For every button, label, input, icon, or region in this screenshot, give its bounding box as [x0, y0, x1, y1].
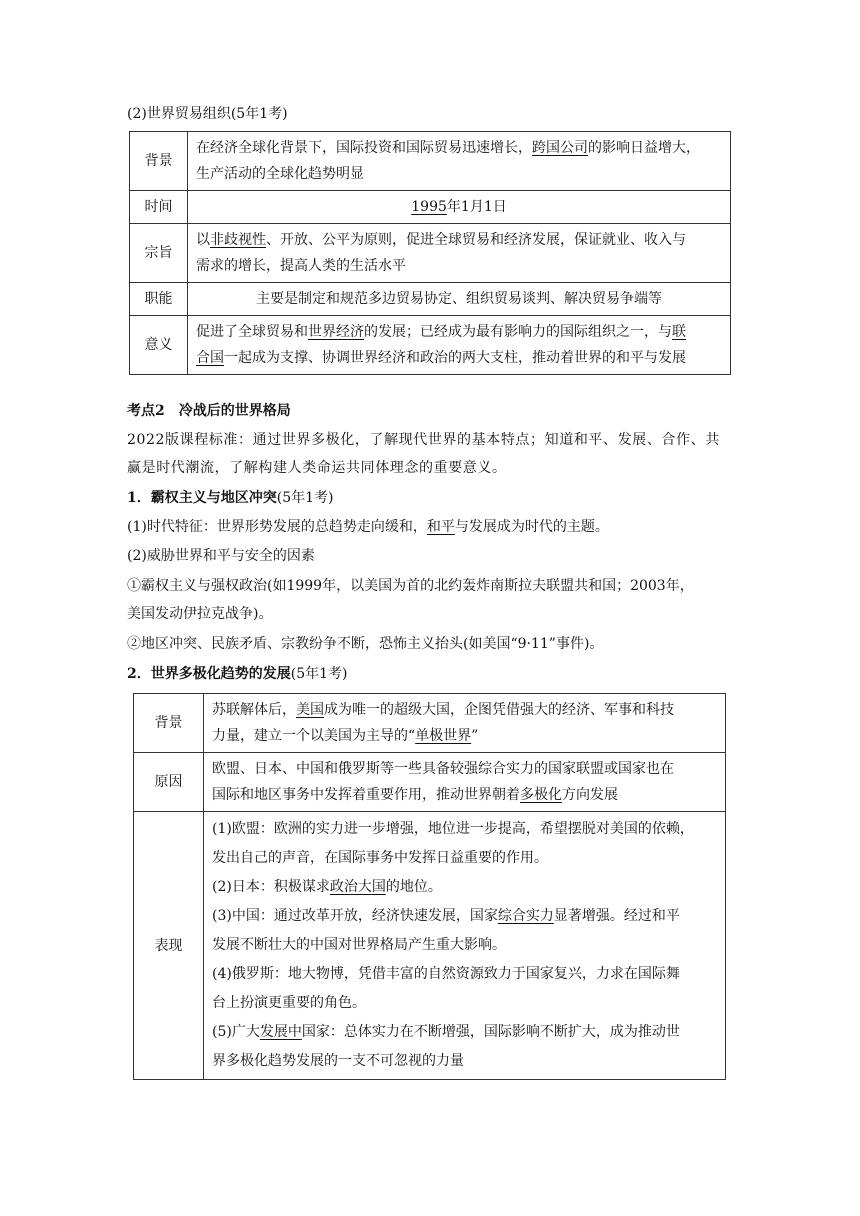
underlined-term: 1995 — [411, 199, 447, 215]
text: 的地位。 — [385, 879, 442, 895]
text: 以 — [196, 232, 210, 248]
multi-row-background — [134, 694, 726, 753]
wto-row-function — [130, 283, 731, 316]
text: 发出自己的声音，在国际事务中发挥日益重要的作用。 — [212, 850, 548, 866]
text: 一起成为支撑、协调世界经济和政治的两大支柱，推动着世界的和平与发展 — [224, 350, 686, 366]
wto-row-significance — [130, 316, 731, 375]
text: 生产活动的全球化趋势明显 — [196, 166, 364, 182]
underlined-term: 和平 — [426, 519, 455, 535]
text: 国家：总体实力在不断增强，国际影响不断扩大，成为推动世 — [301, 1024, 680, 1040]
multi-performance-label: 表现 — [134, 812, 204, 1080]
wto-table — [129, 131, 731, 375]
text: 发展不断壮大的中国对世界格局产生重大影响。 — [212, 937, 506, 953]
s1-paragraph-threats: (2)威胁世界和平与安全的因素 — [127, 548, 315, 564]
wto-function-cell: 主要是制定和规范多边贸易协定、组织贸易谈判、解决贸易争端等 — [188, 283, 731, 316]
text: (3)中国：通过改革开放，经济快速发展，国家 — [212, 908, 498, 924]
multi-background-label: 背景 — [134, 694, 204, 753]
multi-row-performance — [134, 812, 726, 1080]
text: (1)时代特征：世界形势发展的总趋势走向缓和， — [127, 519, 427, 535]
wto-row-purpose — [130, 224, 731, 283]
text: 与发展成为时代的主题。 — [454, 519, 609, 535]
text: (5年1考) — [290, 666, 348, 682]
underlined-term: 政治大国 — [329, 879, 386, 895]
s1-hegemony-line1: ①霸权主义与强权政治(如1999年，以美国为首的北约轰炸南斯拉夫联盟共和国；2003年， — [127, 578, 694, 594]
text: 方向发展 — [562, 787, 618, 803]
underlined-term: 美国 — [296, 702, 324, 718]
text: (5年1考) — [276, 490, 334, 506]
wto-significance-label: 意义 — [130, 316, 188, 375]
wto-background-label: 背景 — [130, 132, 188, 191]
text: 需求的增长，提高人类的生活水平 — [196, 258, 406, 274]
wto-significance-cell — [188, 316, 731, 375]
text: (2)日本：积极谋求 — [212, 879, 330, 895]
text: (1)欧盟：欧洲的实力进一步增强，地位进一步提高，希望摆脱对美国的依赖， — [212, 821, 694, 837]
underlined-term: 多极化 — [520, 787, 562, 803]
text: 2．世界多极化趋势的发展 — [127, 666, 291, 682]
underlined-term: 跨国公司 — [532, 140, 588, 156]
text: 力量，建立一个以美国为主导的“ — [212, 728, 416, 744]
kp2-heading: 考点2 冷战后的世界格局 — [127, 403, 291, 419]
wto-purpose-label: 宗旨 — [130, 224, 188, 283]
wto-row-background — [130, 132, 731, 191]
text: 的发展；已经成为最有影响力的国际组织之一，与 — [364, 324, 672, 340]
text: (5)广大 — [212, 1024, 260, 1040]
curriculum-standard-line1: 2022版课程标准：通过世界多极化，了解现代世界的基本特点；知道和平、发展、合作、共 — [127, 432, 720, 448]
text: 、开放、公平为原则，促进全球贸易和经济发展，保证就业、收入与 — [266, 232, 686, 248]
underlined-term: 合国 — [196, 350, 224, 366]
wto-function-label: 职能 — [130, 283, 188, 316]
s1-hegemony-line2: 美国发动伊拉克战争)。 — [127, 606, 273, 622]
underlined-term: 发展中 — [259, 1024, 302, 1040]
text: 显著增强。经过和平 — [553, 908, 680, 924]
text: ” — [471, 728, 479, 744]
multi-performance-cell — [204, 812, 726, 1080]
multi-reason-cell — [204, 753, 726, 812]
s1-title — [127, 487, 334, 509]
text: 界多极化趋势发展的一支不可忽视的力量 — [212, 1053, 464, 1069]
text: 年1月1日 — [446, 199, 507, 215]
underlined-term: 综合实力 — [497, 908, 554, 924]
text: 在经济全球化背景下，国际投资和国际贸易迅速增长， — [196, 140, 532, 156]
underlined-term: 世界经济 — [308, 324, 364, 340]
wto-row-time — [130, 191, 731, 224]
s1-conflicts: ②地区冲突、民族矛盾、宗教纷争不断，恐怖主义抬头(如美国“9·11”事件)。 — [127, 636, 604, 652]
text: 1．霸权主义与地区冲突 — [127, 490, 277, 506]
text: 欧盟、日本、中国和俄罗斯等一些具备较强综合实力的国家联盟或国家也在 — [212, 761, 674, 777]
wto-time-cell — [188, 191, 731, 224]
text: 成为唯一的超级大国，企图凭借强大的经济、军事和科技 — [324, 702, 674, 718]
multi-row-reason — [134, 753, 726, 812]
text: 国际和地区事务中发挥着重要作用，推动世界朝着 — [212, 787, 520, 803]
wto-purpose-cell — [188, 224, 731, 283]
text: 台上扮演更重要的角色。 — [212, 995, 366, 1011]
wto-time-label: 时间 — [130, 191, 188, 224]
underlined-term: 非歧视性 — [210, 232, 266, 248]
s1-paragraph-era — [127, 516, 609, 538]
text: (4)俄罗斯：地大物博，凭借丰富的自然资源致力于国家复兴，力求在国际舞 — [212, 966, 680, 982]
text: 促进了全球贸易和 — [196, 324, 308, 340]
underlined-term: 单极世界 — [415, 728, 472, 744]
underlined-term: 联 — [672, 324, 686, 340]
wto-section-title: (2)世界贸易组织(5年1考) — [127, 106, 288, 122]
text: 的影响日益增大， — [588, 140, 700, 156]
multi-reason-label: 原因 — [134, 753, 204, 812]
multi-background-cell — [204, 694, 726, 753]
s2-title — [127, 663, 348, 685]
multipolar-table — [133, 693, 726, 1080]
curriculum-standard-line2: 赢是时代潮流，了解构建人类命运共同体理念的重要意义。 — [127, 460, 507, 476]
wto-background-cell — [188, 132, 731, 191]
text: 苏联解体后， — [212, 702, 296, 718]
